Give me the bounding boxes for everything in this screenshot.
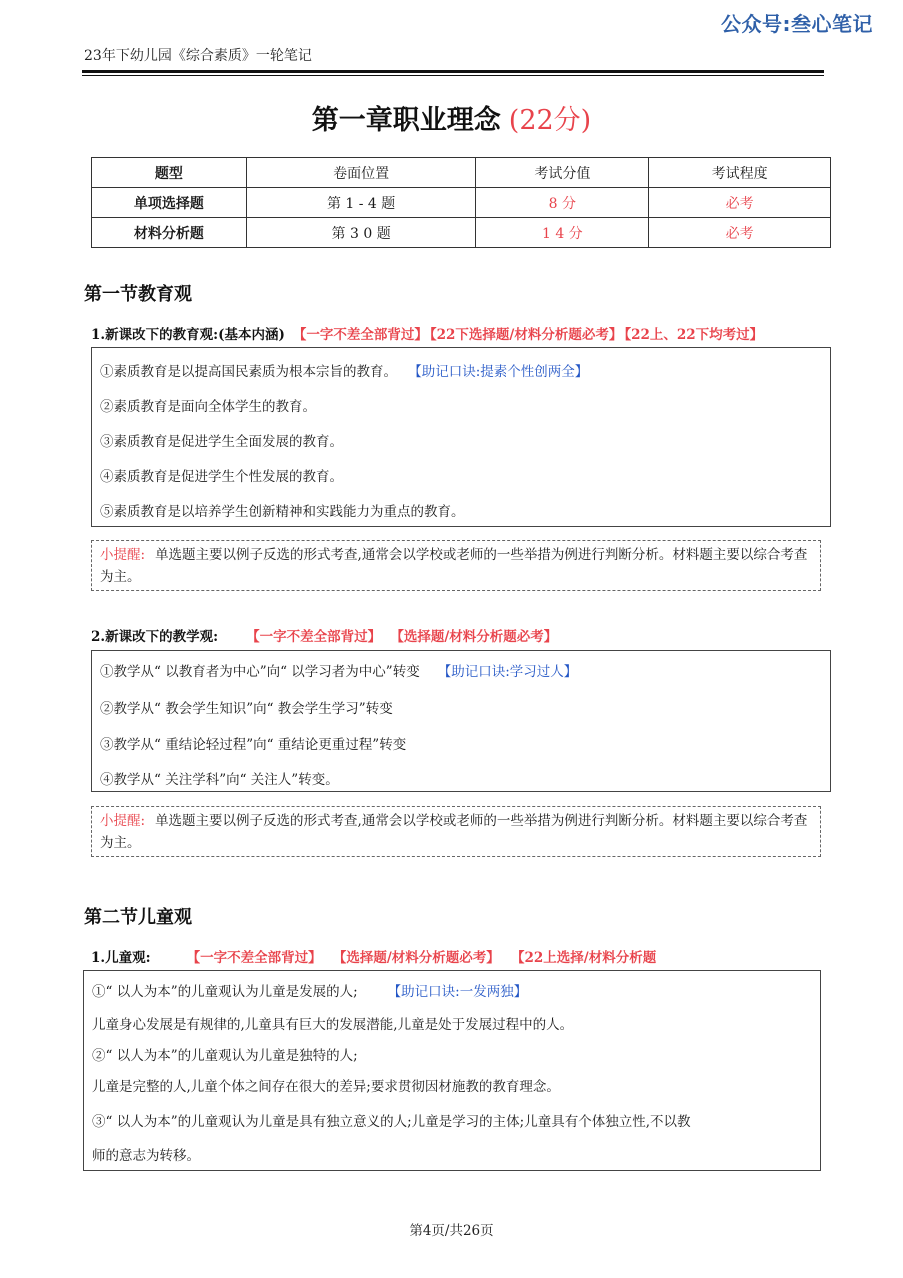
content-line: ⑤素质教育是以培养学生创新精神和实践能力为重点的教育。 [100,504,465,520]
chapter-title [0,98,903,137]
content-line: 儿童是完整的人,儿童个体之间存在很大的差异;要求贯彻因材施教的教育理念。 [92,1079,560,1095]
page-header-title: 23年下幼儿园《综合素质》一轮笔记 [84,48,312,64]
table-header-cell: 考试分值 [476,158,649,188]
content-line: 儿童身心发展是有规律的,儿童具有巨大的发展潜能,儿童是处于发展过程中的人。 [92,1017,574,1033]
table-cell: 单项选择题 [92,188,247,218]
table-cell: 第 3 0 题 [246,218,476,248]
table-header-cell: 考试程度 [649,158,831,188]
content-line-text: ①素质教育是以提高国民素质为根本宗旨的教育。 [100,364,397,380]
section-title: 第一节教育观 [84,284,192,305]
content-box [91,347,831,527]
table-row [92,188,831,218]
header-rule-thin [82,75,824,76]
content-line: ④教学从“ 关注学科”向“ 关注人”转变。 [100,772,339,788]
item-title-text: 2.新课改下的教学观: [91,629,219,645]
content-line-text: ①教学从“ 以教育者为中心”向“ 以学习者为中心”转变 [100,664,420,680]
item-title [91,323,763,343]
content-line: ③素质教育是促进学生全面发展的教育。 [100,434,343,450]
content-box [83,970,821,1171]
tip-box [91,540,821,591]
mnemonic: 【助记口诀:一发两独】 [387,984,528,1000]
item-tag: 【选择题/材料分析题必考】 [339,950,500,966]
tip-label: 小提醒: [100,813,146,829]
table-cell: 1 4 分 [476,218,649,248]
content-box [91,650,831,792]
table-cell: 必考 [649,188,831,218]
content-line: ③教学从“ 重结论轻过程”向“ 重结论更重过程”转变 [100,737,407,753]
tip-label: 小提醒: [100,547,146,563]
content-line [100,660,577,680]
item-title [91,625,557,645]
table-cell: 必考 [649,218,831,248]
content-line: ②教学从“ 教会学生知识”向“ 教会学生学习”转变 [100,701,393,717]
table-cell: 8 分 [476,188,649,218]
table-header-cell: 卷面位置 [246,158,476,188]
content-line: ③“ 以人为本”的儿童观认为儿童是具有独立意义的人;儿童是学习的主体;儿童具有个体独立性,不以教 [92,1114,691,1130]
table-row [92,218,831,248]
content-line [92,980,527,1000]
brand-watermark: 公众号:叁心笔记 [721,12,873,36]
item-tag: 【一字不差全部背过】 [292,327,428,343]
header-rule [82,70,824,73]
content-line-text: ①“ 以人为本”的儿童观认为儿童是发展的人; [92,984,358,1000]
item-title [91,946,656,966]
item-tag: 【一字不差全部背过】 [186,950,322,966]
content-line: ②素质教育是面向全体学生的教育。 [100,399,316,415]
page-footer: 第4页/共26页 [409,1223,494,1239]
item-title-text: 1.儿童观: [91,950,151,966]
item-tag: 【选择题/材料分析题必考】 [397,629,558,645]
content-line: ②“ 以人为本”的儿童观认为儿童是独特的人; [92,1048,358,1064]
tip-text: 单选题主要以例子反选的形式考查,通常会以学校或老师的一些举措为例进行判断分析。材料题主要以综合考查为主。 [100,547,808,585]
exam-summary-table [91,157,831,248]
item-tag: 【一字不差全部背过】 [246,629,382,645]
item-title-text: 1.新课改下的教育观:(基本内涵) [91,327,285,343]
item-tag: 【22下选择题/材料分析题必考】 [429,327,623,343]
mnemonic: 【助记口诀:提素个性创两全】 [415,364,589,380]
content-line: 师的意志为转移。 [92,1148,200,1164]
content-line [100,360,588,380]
item-tag: 【22上选择/材料分析题 [517,950,657,966]
table-header-cell: 题型 [92,158,247,188]
item-tag: 【22上、22下均考过】 [624,327,764,343]
table-header-row [92,158,831,188]
tip-text: 单选题主要以例子反选的形式考查,通常会以学校或老师的一些举措为例进行判断分析。材料题主要以综合考查为主。 [100,813,808,851]
table-cell: 第 1 - 4 题 [246,188,476,218]
chapter-title-text: 第一章职业理念 [311,105,501,136]
section-title: 第二节儿童观 [84,907,192,928]
content-line: ④素质教育是促进学生个性发展的教育。 [100,469,343,485]
mnemonic: 【助记口诀:学习过人】 [437,664,578,680]
chapter-score: (22分) [508,105,592,136]
table-cell: 材料分析题 [92,218,247,248]
tip-box [91,806,821,857]
